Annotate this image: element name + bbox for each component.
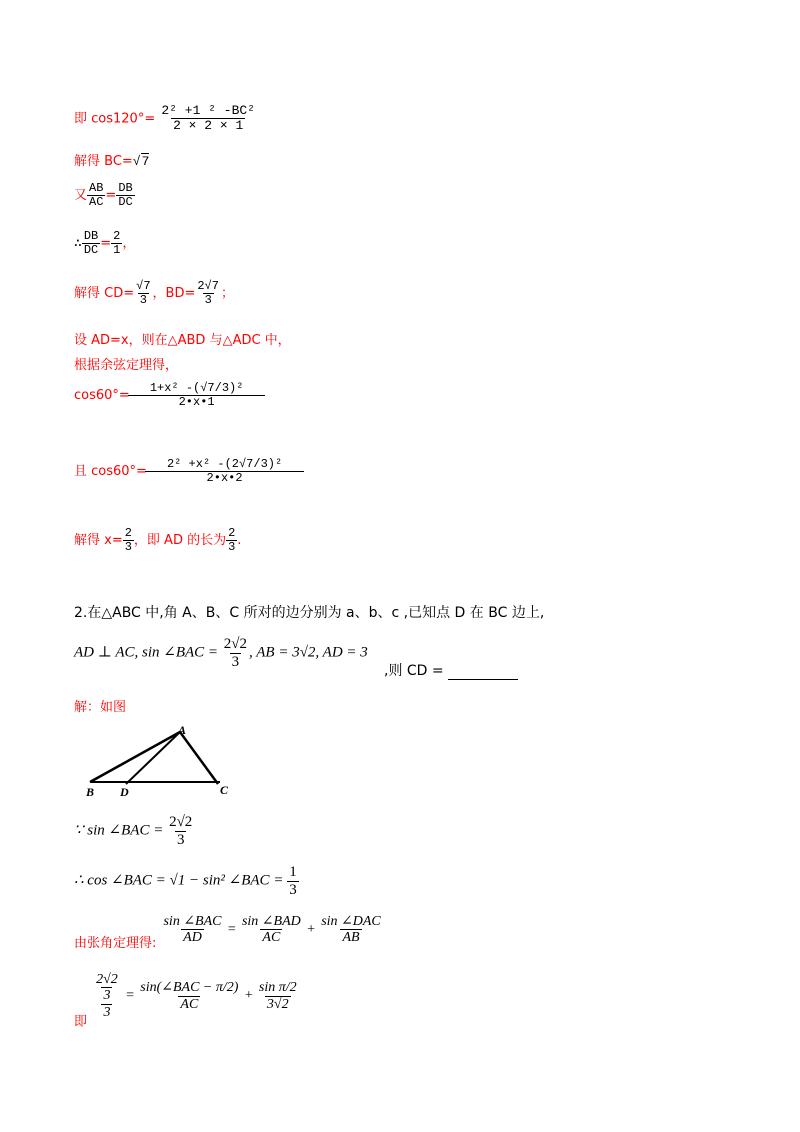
- text-set-ad: 设 AD=x，则在△ABD 与△ADC 中，: [74, 333, 291, 348]
- problem-2-line1: 2.在△ABC 中,角 A、B、C 所对的边分别为 a、b、c ,已知点 D 在 BC 边上,: [74, 605, 545, 621]
- label-C: C: [220, 783, 229, 797]
- label-A: A: [178, 724, 187, 737]
- problem-2-blank: ,则 CD =: [384, 660, 518, 680]
- eq-ratio2: ∴ $\frac{DB}{DC}$ = $\frac{2}{1}$ ，: [74, 229, 136, 258]
- step-substitution: $_即$ $\frac{\frac{2√2}{3}}{3}$ = $\frac{\text{sin(∠BAC − π/2)}}{AC}$ + $\frac{\text{sin π/2}}{3√2}$: [74, 972, 297, 1030]
- eq-cos60-1: cos60°= $\frac{\text{1+x² -(√7/3)²}}{2•x•1}$: [74, 382, 263, 409]
- text-cosine-law: 根据余弦定理得，: [74, 358, 179, 373]
- eq-cos120: 即 cos120°= $\frac{\text{2² +1 ² -BC²}}{2 \times 2 \times 1}$: [74, 103, 255, 134]
- eq-bc: 解得 BC=√7: [74, 154, 150, 169]
- label-B: B: [86, 785, 95, 799]
- step-angle-theorem: $_{由张角定理得:}$ $\frac{\text{sin ∠BAC}}{AD}$ = $\frac{\text{sin ∠BAD}}{AC}$ + $\frac{\text{sin ∠DAC}}{AB}$: [74, 914, 381, 952]
- eq-cos60-2: 且 cos60°= $\frac{\text{2² +x² -(2√7/3)²}}{2•x•2}$: [74, 458, 302, 485]
- problem-2-line2: AD ⊥ AC, sin ∠BAC = $\frac{2√2}{3}$ , AB = 3√2, AD = 3: [74, 636, 368, 670]
- solution-label: 解：如图: [74, 700, 127, 715]
- step-cos: ∴ cos ∠BAC = √1 − sin² ∠BAC = $\frac{1}{3}$: [74, 864, 297, 898]
- eq-ratio: 又 $\frac{AB}{AC}$ = $\frac{DB}{DC}$: [74, 181, 133, 210]
- step-sin: ∵ sin ∠BAC = $\frac{2√2}{3}$: [74, 814, 193, 848]
- eq-x: 解得 x= $\frac{2}{3}$ ，即 AD 的长为 $\frac{2}{3}$ .: [74, 526, 242, 555]
- label-D: D: [120, 785, 129, 799]
- side-AC: [180, 732, 218, 784]
- triangle-figure: [80, 724, 240, 804]
- answer-blank[interactable]: [448, 665, 518, 680]
- eq-cd-bd: 解得 CD= $\frac{√7}{3}$ ，BD= $\frac{2√7}{3}$ ；: [74, 279, 234, 308]
